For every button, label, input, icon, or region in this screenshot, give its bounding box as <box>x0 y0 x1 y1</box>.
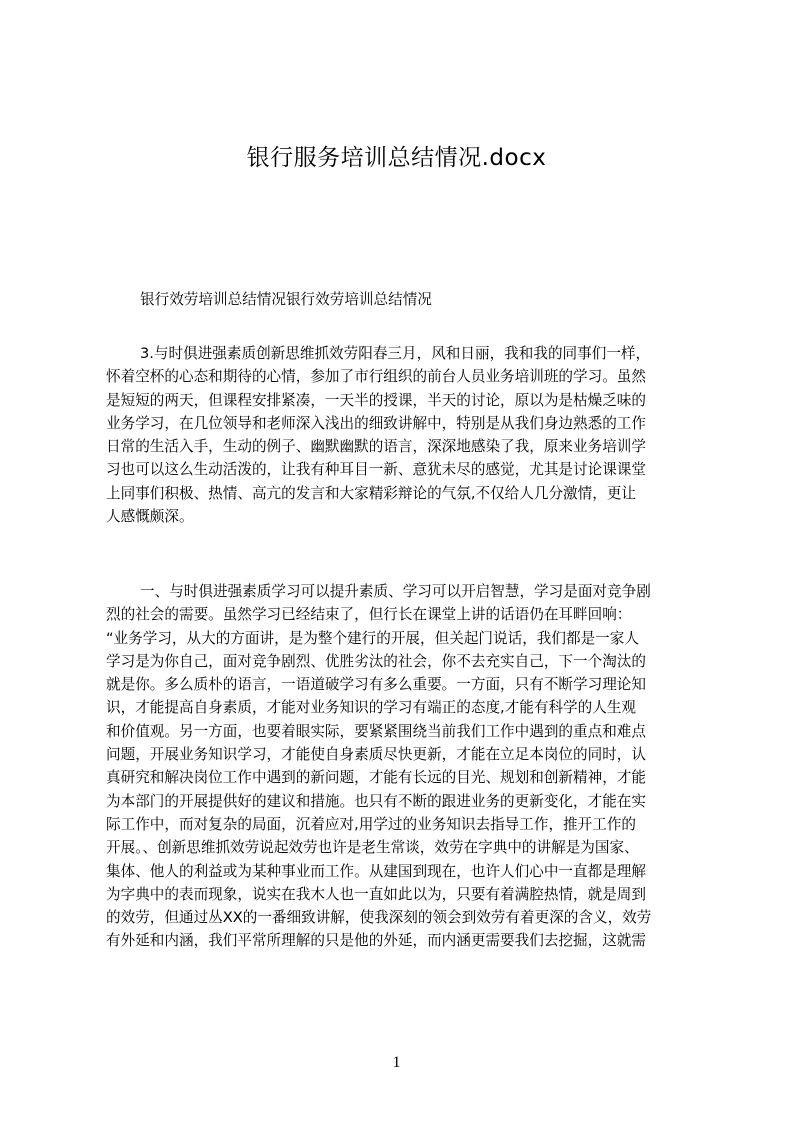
paragraph-line: 3.与时俱进强素质创新思维抓效劳阳春三月，风和日丽，我和我的同事们一样， <box>140 345 651 362</box>
paragraph-line: 烈的社会的需要。虽然学习已经结束了，但行长在课堂上讲的话语仍在耳畔回响： <box>106 606 632 624</box>
subtitle-line: 银行效劳培训总结情况银行效劳培训总结情况 <box>140 291 432 308</box>
paragraph-line: 业务学习，在几位领导和老师深入浅出的细致讲解中，特别是从我们身边熟悉的工作 <box>106 414 646 432</box>
paragraph-line: 上同事们积极、热情、高亢的发言和大家精彩辩论的气氛,不仅给人几分激情，更让 <box>106 484 637 502</box>
paragraph-line: 的效劳，但通过丛XX的一番细致讲解，使我深刻的领会到效劳有着更深的含义，效劳 <box>106 909 652 927</box>
paragraph-line: 习也可以这么生动活泼的，让我有种耳目一新、意犹未尽的感觉，尤其是讨论课课堂 <box>106 461 646 479</box>
paragraph-2 <box>106 580 698 953</box>
paragraph-line: 和价值观。另一方面，也要着眼实际，要紧紧围绕当前我们工作中遇到的重点和难点 <box>106 722 646 740</box>
document-subtitle <box>106 288 698 311</box>
paragraph-line: 日常的生活入手，生动的例子、幽默幽默的语言，深深地感染了我，原来业务培训学 <box>106 438 646 456</box>
paragraph-line: 际工作中，而对复杂的局面，沉着应对,用学过的业务知识去指导工作，推开工作的 <box>106 815 637 833</box>
paragraph-line: 识，才能提高自身素质，才能对业务知识的学习有端正的态度,才能有科学的人生观 <box>106 699 637 717</box>
paragraph-line: 一、与时俱进强素质学习可以提升素质、学习可以开启智慧，学习是面对竞争剧 <box>140 583 651 600</box>
paragraph-line: 是短短的两天，但课程安排紧凑，一天半的授课，半天的讨论，原以为是枯燥乏味的 <box>106 391 646 409</box>
paragraph-line: 开展。、创新思维抓效劳说起效劳也许是老生常谈，效劳在字典中的讲解是为国家、 <box>106 839 639 857</box>
paragraph-line: 为本部门的开展提供好的建议和措施。也只有不断的跟进业务的更新变化，才能在实 <box>106 792 646 810</box>
paragraph-1 <box>106 342 698 528</box>
paragraph-line: 集体、他人的利益或为某种事业而工作。从建国到现在，也许人们心中一直都是理解 <box>106 862 646 880</box>
paragraph-line: “业务学习，从大的方面讲，是为整个建行的开展，但关起门说话，我们都是一家人 <box>106 629 639 647</box>
paragraph-line: 真研究和解决岗位工作中遇到的新问题，才能有长远的目光、规划和创新精神，才能 <box>106 769 646 787</box>
page-number: 1 <box>392 1054 401 1071</box>
paragraph-line: 人感慨颇深。 <box>106 508 194 526</box>
document-title: 银行服务培训总结情况.docx <box>246 145 547 171</box>
paragraph-line: 怀着空杯的心态和期待的心情，参加了市行组织的前台人员业务培训班的学习。虽然 <box>106 368 646 386</box>
paragraph-line: 有外延和内涵，我们平常所理解的只是他的外延，而内涵更需要我们去挖掘，这就需 <box>106 932 646 950</box>
paragraph-line: 就是你。多么质朴的语言，一语道破学习有多么重要。一方面，只有不断学习理论知 <box>106 676 646 694</box>
paragraph-line: 问题，开展业务知识学习，才能使自身素质尽快更新，才能在立足本岗位的同时，认 <box>106 746 646 764</box>
paragraph-line: 学习是为你自己，面对竞争剧烈、优胜劣汰的社会，你不去充实自己，下一个淘汰的 <box>106 652 646 670</box>
paragraph-line: 为字典中的表而现象，说实在我木人也一直如此以为，只要有着满腔热情，就是周到 <box>106 885 646 903</box>
